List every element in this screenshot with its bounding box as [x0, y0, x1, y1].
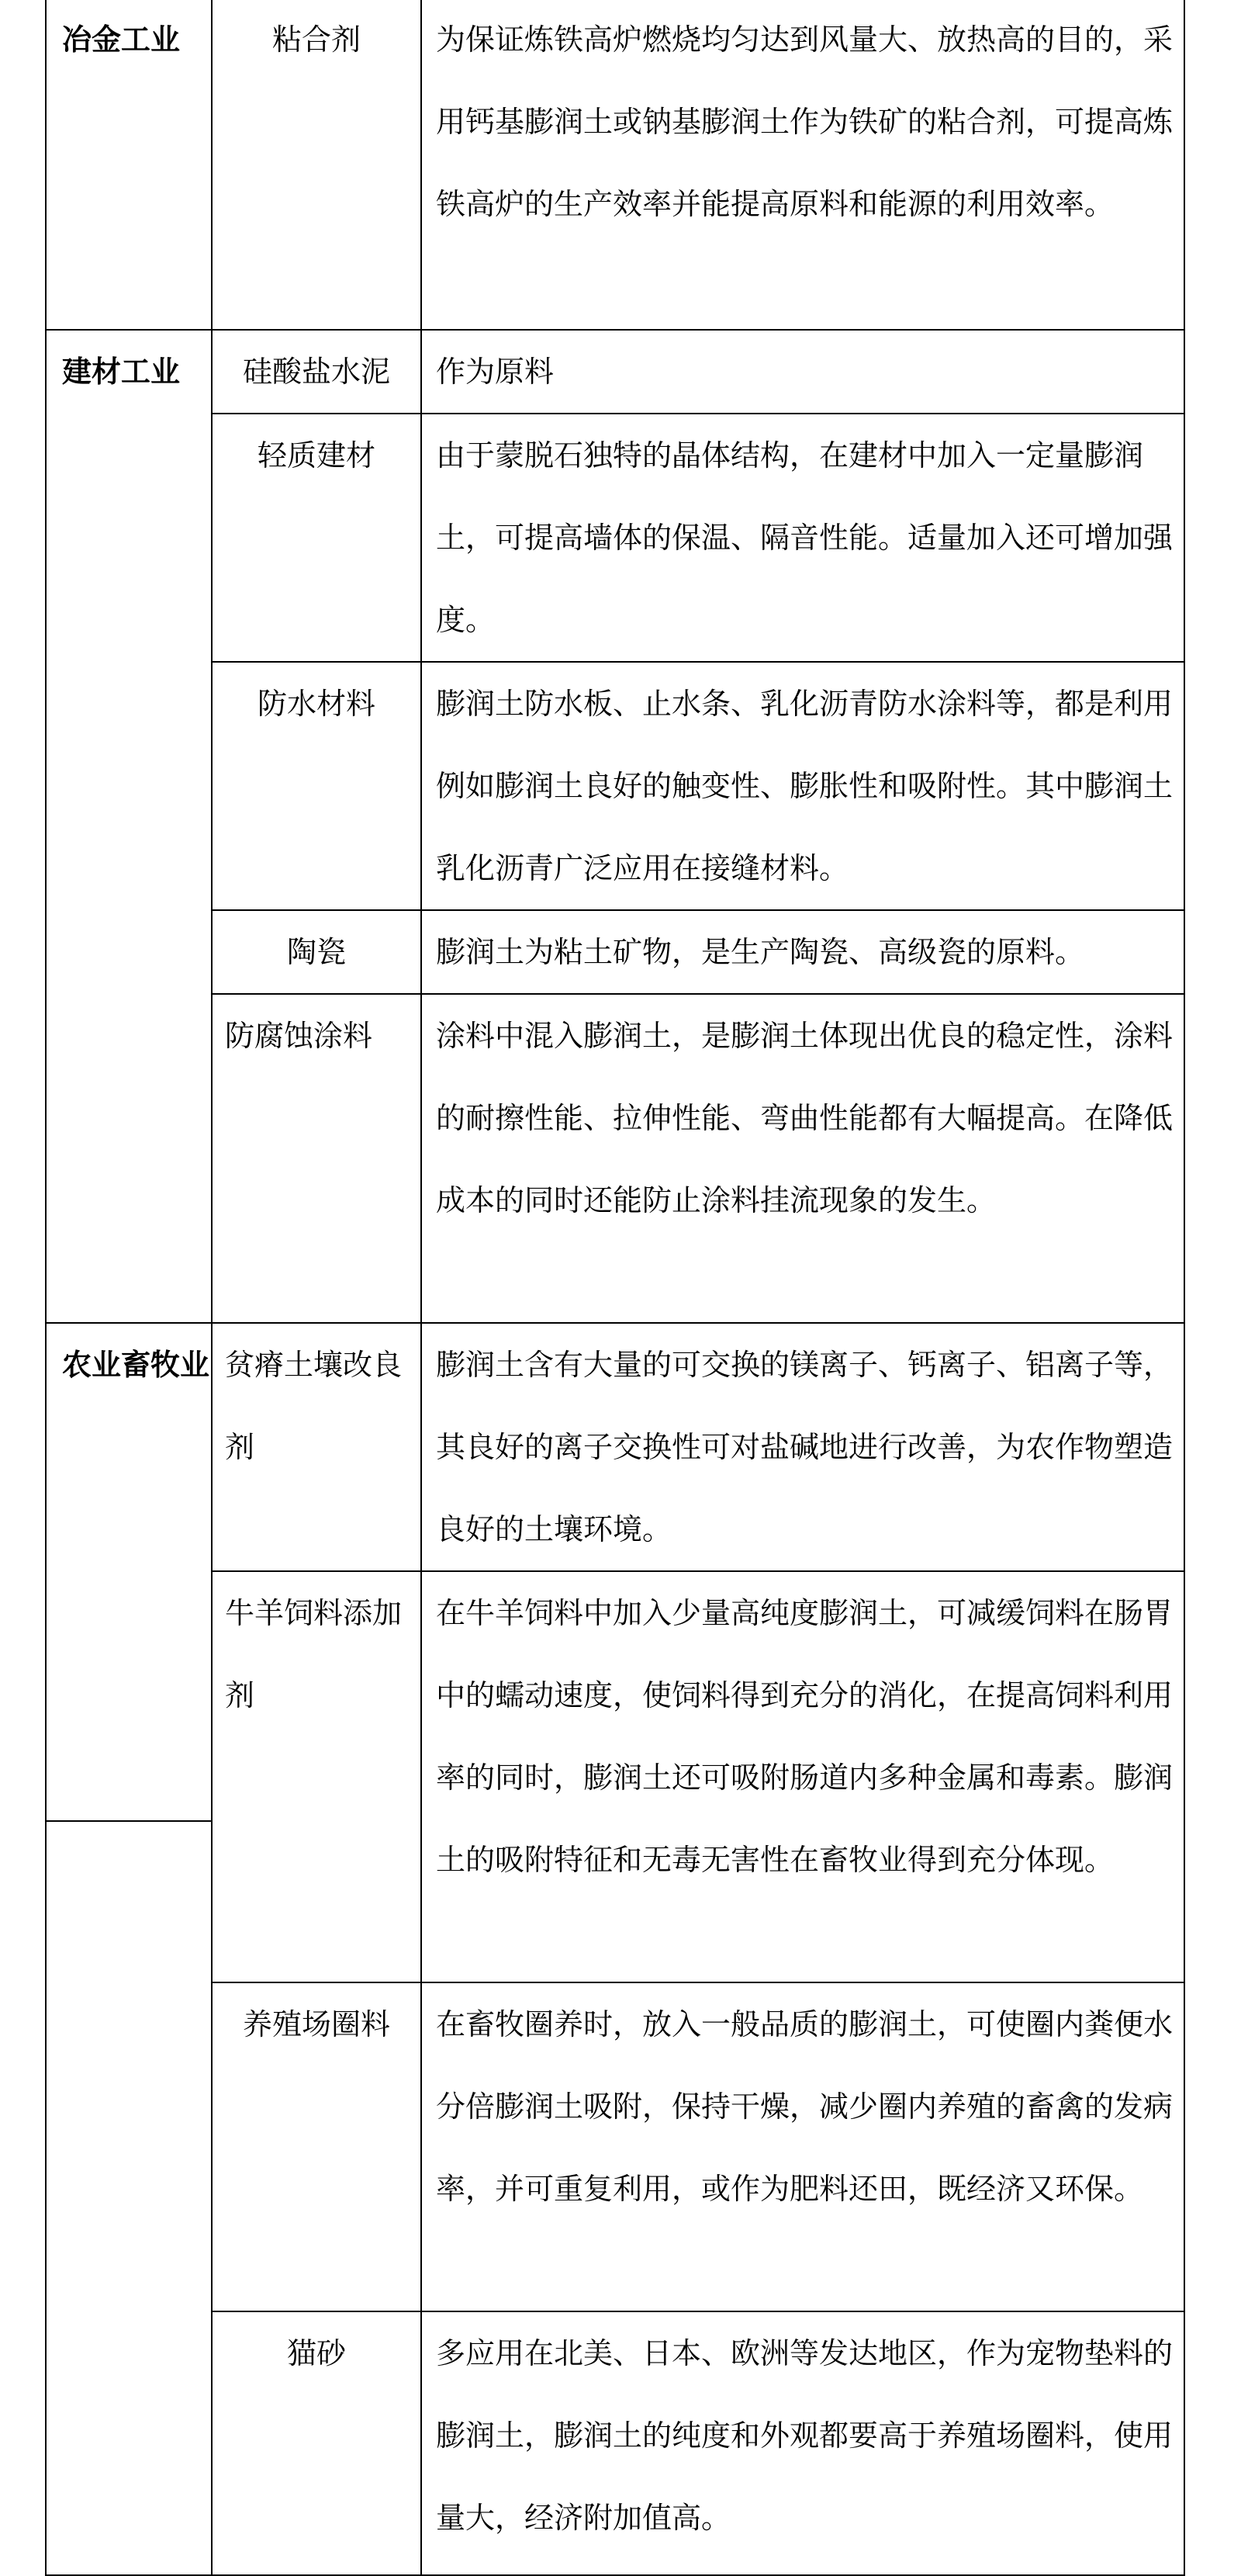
description-cell: 由于蒙脱石独特的晶体结构，在建材中加入一定量膨润土，可提高墙体的保温、隔音性能。适量加入还可增加强度。	[421, 414, 1184, 662]
category-cell: 冶金工业	[46, 0, 212, 330]
table-row	[46, 1571, 1184, 1982]
item-cell: 轻质建材	[212, 414, 421, 662]
table-row	[46, 414, 1184, 662]
description-cell: 膨润土含有大量的可交换的镁离子、钙离子、铝离子等，其良好的离子交换性可对盐碱地进行改善，为农作物塑造良好的土壤环境。	[421, 1323, 1184, 1571]
table-row	[46, 0, 1184, 330]
item-cell: 防腐蚀涂料	[212, 994, 421, 1323]
category-label: 农业畜牧业	[62, 1348, 210, 1382]
description-cell: 涂料中混入膨润土，是膨润土体现出优良的稳定性，涂料的耐擦性能、拉伸性能、弯曲性能都有大幅提高。在降低成本的同时还能防止涂料挂流现象的发生。	[421, 994, 1184, 1323]
table-row	[46, 2311, 1184, 2575]
item-cell: 猫砂	[212, 2311, 421, 2575]
table-row	[46, 1323, 1184, 1571]
item-cell: 陶瓷	[212, 910, 421, 994]
item-cell: 养殖场圈料	[212, 1982, 421, 2311]
item-cell: 硅酸盐水泥	[212, 330, 421, 414]
description-cell: 为保证炼铁高炉燃烧均匀达到风量大、放热高的目的，采用钙基膨润土或钠基膨润土作为铁矿的粘合剂，可提高炼铁高炉的生产效率并能提高原料和能源的利用效率。	[421, 0, 1184, 330]
item-cell: 牛羊饲料添加剂	[212, 1571, 421, 1982]
description-cell: 膨润土防水板、止水条、乳化沥青防水涂料等，都是利用例如膨润土良好的触变性、膨胀性和吸附性。其中膨润土乳化沥青广泛应用在接缝材料。	[421, 662, 1184, 910]
category-cell: 建材工业	[46, 330, 212, 1323]
bentonite-applications-table	[45, 0, 1185, 2576]
table-row	[46, 662, 1184, 910]
table-row	[46, 994, 1184, 1323]
table-row	[46, 1982, 1184, 2311]
description-cell: 在畜牧圈养时，放入一般品质的膨润土，可使圈内粪便水分倍膨润土吸附，保持干燥，减少圈内养殖的畜禽的发病率，并可重复利用，或作为肥料还田，既经济又环保。	[421, 1982, 1184, 2311]
description-cell: 作为原料	[421, 330, 1184, 414]
category-cell	[46, 1323, 212, 2575]
table-row	[46, 330, 1184, 414]
item-cell: 贫瘠土壤改良剂	[212, 1323, 421, 1571]
item-cell: 防水材料	[212, 662, 421, 910]
description-cell: 膨润土为粘土矿物，是生产陶瓷、高级瓷的原料。	[421, 910, 1184, 994]
cell-divider	[46, 1820, 212, 1822]
description-cell: 多应用在北美、日本、欧洲等发达地区，作为宠物垫料的膨润土，膨润土的纯度和外观都要高于养殖场圈料，使用量大，经济附加值高。	[421, 2311, 1184, 2575]
item-cell: 粘合剂	[212, 0, 421, 330]
table-row	[46, 910, 1184, 994]
description-cell: 在牛羊饲料中加入少量高纯度膨润土，可减缓饲料在肠胃中的蠕动速度，使饲料得到充分的消化，在提高饲料利用率的同时，膨润土还可吸附肠道内多种金属和毒素。膨润土的吸附特征和无毒无害性在畜牧业得到充分体现。	[421, 1571, 1184, 1982]
